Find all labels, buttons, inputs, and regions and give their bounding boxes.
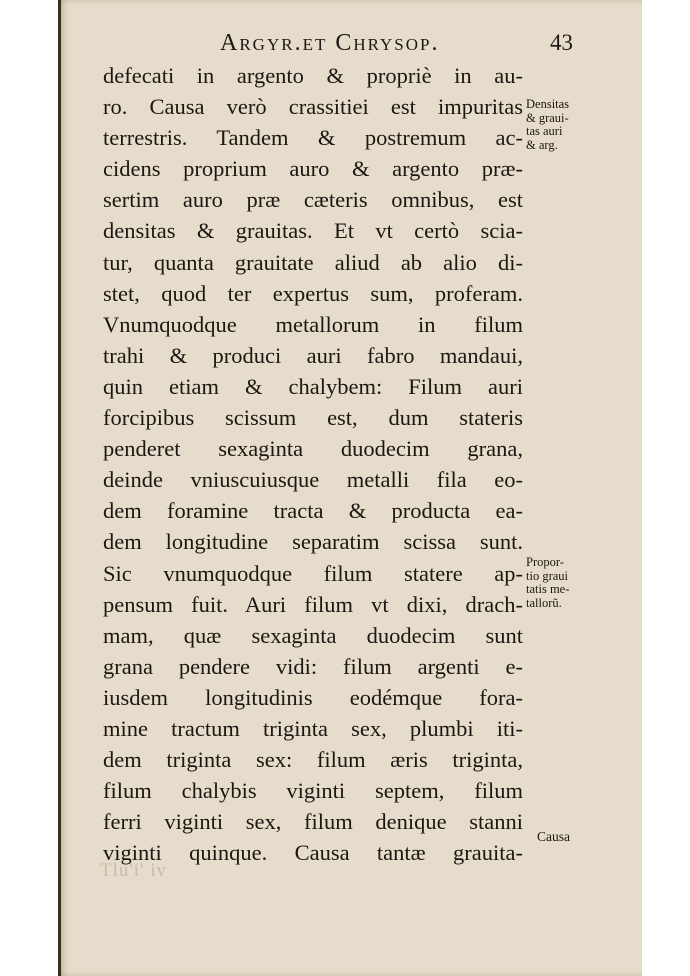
text-line: deinde vniuscuiusque metalli fila eo- [103, 467, 523, 493]
text-line: Sic vnumquodque filum statere ap- [103, 560, 523, 586]
text-line: grana pendere vidi: filum argenti e- [103, 653, 523, 679]
marginal-note-line: tatis me- [526, 582, 570, 596]
text-line: sertim auro præ cæteris omnibus, est [103, 187, 523, 213]
text-line: ro. Causa verò crassitiei est impuritas [103, 94, 523, 120]
marginal-note-line: Causa [537, 829, 570, 844]
marginal-note-line: tallorũ. [526, 595, 562, 610]
main-text-block [103, 60, 523, 868]
text-line: mam, quæ sexaginta duodecim sunt [103, 622, 523, 648]
running-title: Argyr.et Chrysop. [220, 30, 440, 56]
marginal-note-line: tas auri [526, 124, 563, 138]
text-line: viginti quinque. Causa tantæ grauita- [103, 840, 523, 866]
text-line: tur, quanta grauitate aliud ab alio di- [103, 249, 523, 275]
catchword-causa [537, 830, 609, 844]
marginal-note-line: & graui- [526, 110, 569, 125]
marginal-note-proportion [526, 556, 598, 610]
text-line: defecati in argento & propriè in au- [103, 63, 523, 88]
text-line: quin etiam & chalybem: Filum auri [103, 373, 523, 399]
marginal-note-line: Propor- [526, 555, 564, 569]
text-line: stet, quod ter expertus sum, proferam. [103, 280, 523, 306]
text-line: dem foramine tracta & producta ea- [103, 498, 523, 524]
text-line: Vnumquodque metallorum in filum [103, 311, 523, 337]
text-line: mine tractum triginta sex, plumbi iti- [103, 715, 523, 741]
text-line: dem triginta sex: filum æris triginta, [103, 747, 523, 773]
marginal-note-line: & arg. [526, 137, 558, 152]
marginal-note-density [526, 98, 598, 152]
text-line: filum chalybis viginti septem, filum [103, 778, 523, 804]
text-line: terrestris. Tandem & postremum ac- [103, 125, 523, 151]
text-line: dem longitudine separatim scissa sunt. [103, 529, 523, 555]
marginal-note-line: tio graui [526, 568, 569, 583]
bleed-through-text: Tlu'i' iv [100, 860, 168, 881]
text-line: forcipibus scissum est, dum stateris [103, 405, 523, 431]
page-header [220, 30, 610, 64]
text-line: pensum fuit. Auri filum vt dixi, drach- [103, 591, 523, 617]
text-line: penderet sexaginta duodecim grana, [103, 436, 523, 462]
text-line: cidens proprium auro & argento præ- [103, 156, 523, 182]
text-line: trahi & produci auri fabro mandaui, [103, 342, 523, 368]
text-line: iusdem longitudinis eodémque fora- [103, 684, 523, 710]
page-number: 43 [550, 30, 573, 55]
text-line: ferri viginti sex, filum denique stanni [103, 809, 523, 835]
text-line: densitas & grauitas. Et vt certò scia- [103, 218, 523, 244]
marginal-note-line: Densitas [526, 97, 570, 111]
